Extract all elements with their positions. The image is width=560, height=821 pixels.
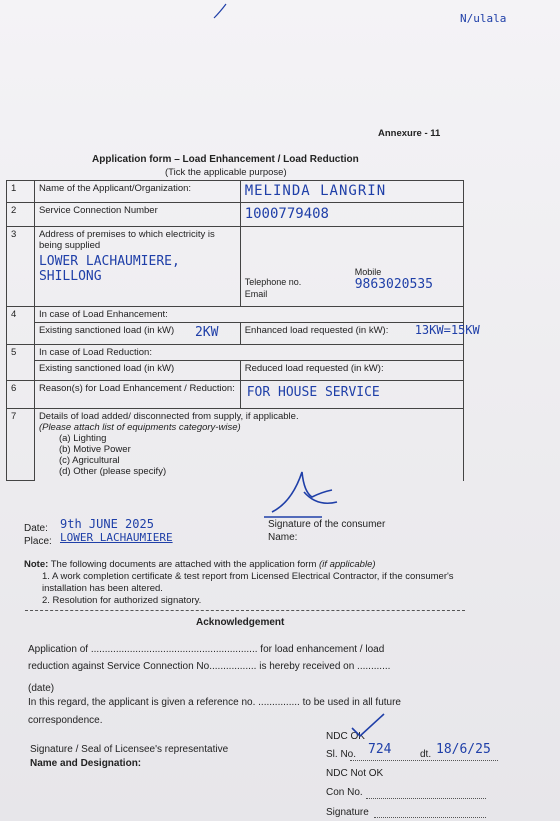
note-item-1: 1. A work completion certificate & test report from Licensed Electrical Contractor, if the consumer's installation has been altered. [42,571,454,594]
dt-label: dt. [420,749,432,760]
load-details-label: Details of load added/ disconnected from supply, if applicable. [38,411,299,422]
email-label: Email [244,289,268,299]
existing-load-label: Existing sanctioned load (in kW) [38,325,175,336]
mobile-label: Mobile [354,267,382,277]
load-enhancement-label: In case of Load Enhancement: [34,307,463,323]
note-label: Note: [24,559,49,570]
application-table [6,180,480,481]
date-label: Date: [24,523,48,534]
ack-line-3: (date) [28,683,55,694]
sl-no-line [350,760,498,761]
row-number: 4 [7,307,35,345]
enhanced-load-label: Enhanced load requested (in kW): [244,325,389,336]
row-4 [7,307,464,323]
service-connection-label: Service Connection Number [34,203,240,227]
reason-field[interactable]: FOR HOUSE SERVICE [246,385,380,400]
ack-line-2: reduction against Service Connection No................. is hereby received on ............ [28,661,391,672]
row-number: 1 [7,181,35,203]
place-label: Place: [24,536,52,547]
category-agricultural[interactable]: (c) Agricultural [58,455,120,466]
address-line-1[interactable]: LOWER LACHAUMIERE, [38,254,180,269]
dt-field[interactable]: 18/6/25 [436,742,491,757]
licensee-signature-label: Signature / Seal of Licensee's representative [30,744,229,755]
divider [25,610,465,611]
mobile-field[interactable]: 9863020535 [354,277,433,292]
reason-label: Reason(s) for Load Enhancement / Reduction: [34,381,240,409]
annexure-label: Annexure - 11 [378,128,441,139]
address-label: Address of premises to which electricity is being supplied [38,229,215,251]
signature-line [374,817,486,818]
applicant-name-field[interactable]: MELINDA LANGRIN [244,183,387,199]
sl-no-label: Sl. No. [326,749,357,760]
sl-no-field[interactable]: 724 [368,742,392,757]
row-number: 6 [7,381,35,409]
tick-icon [348,712,388,740]
ack-line-4: In this regard, the applicant is given a reference no. ............... to be used in all future [28,697,401,708]
load-details-note: (Please attach list of equipments category-wise) [38,422,241,433]
corner-note: N/ulala [460,12,507,25]
row-6 [7,381,464,409]
row-number: 3 [7,227,35,307]
ack-line-5: correspondence. [28,715,103,726]
name-designation-label: Name and Designation: [30,758,142,769]
pen-mark [210,2,230,20]
row-2 [7,203,464,227]
row-3 [7,227,464,307]
con-no-line [366,798,486,799]
con-no-label: Con No. [326,787,363,798]
note-italic: (if applicable) [319,559,376,570]
category-list [59,433,459,477]
signature-label: Signature of the consumer [268,519,386,530]
ndc-not-ok-label: NDC Not OK [326,768,384,779]
row-1 [7,181,464,203]
ndc-ok-label: NDC OK [326,731,365,742]
service-connection-field[interactable]: 1000779408 [244,206,329,222]
form-subtitle: (Tick the applicable purpose) [165,167,287,178]
consumer-signature-icon [262,462,362,522]
load-reduction-label: In case of Load Reduction: [34,345,463,361]
category-motive-power[interactable]: (b) Motive Power [58,444,131,455]
acknowledgement-title: Acknowledgement [196,617,285,628]
telephone-label: Telephone no. [244,277,302,287]
place-field[interactable]: LOWER LACHAUMIERE [60,531,173,544]
date-field[interactable]: 9th JUNE 2025 [60,517,154,531]
existing-load-label: Existing sanctioned load (in kW) [34,361,240,381]
category-lighting[interactable]: (a) Lighting [58,433,107,444]
note-item-2: 2. Resolution for authorized signatory. [42,595,202,606]
name-label: Name of the Applicant/Organization: [34,181,240,203]
category-other[interactable]: (d) Other (please specify) [58,466,167,477]
note-text: The following documents are attached with the application form [50,559,317,570]
row-5 [7,345,464,361]
note-block [24,559,464,571]
address-line-2[interactable]: SHILLONG [38,269,102,284]
existing-load-field[interactable]: 2KW [194,325,219,340]
row-7 [7,409,464,481]
row-number: 2 [7,203,35,227]
ack-line-1: Application of ............................................................ for load enhancement / load [28,644,385,655]
enhanced-load-field[interactable]: 13KW=15KW [414,323,480,337]
consumer-name-label: Name: [268,532,298,543]
signature-bottom-label: Signature [326,807,369,818]
row-number: 5 [7,345,35,381]
form-title: Application form – Load Enhancement / Load Reduction [92,154,359,165]
row-number: 7 [7,409,35,481]
reduced-load-label: Reduced load requested (in kW): [240,361,463,381]
